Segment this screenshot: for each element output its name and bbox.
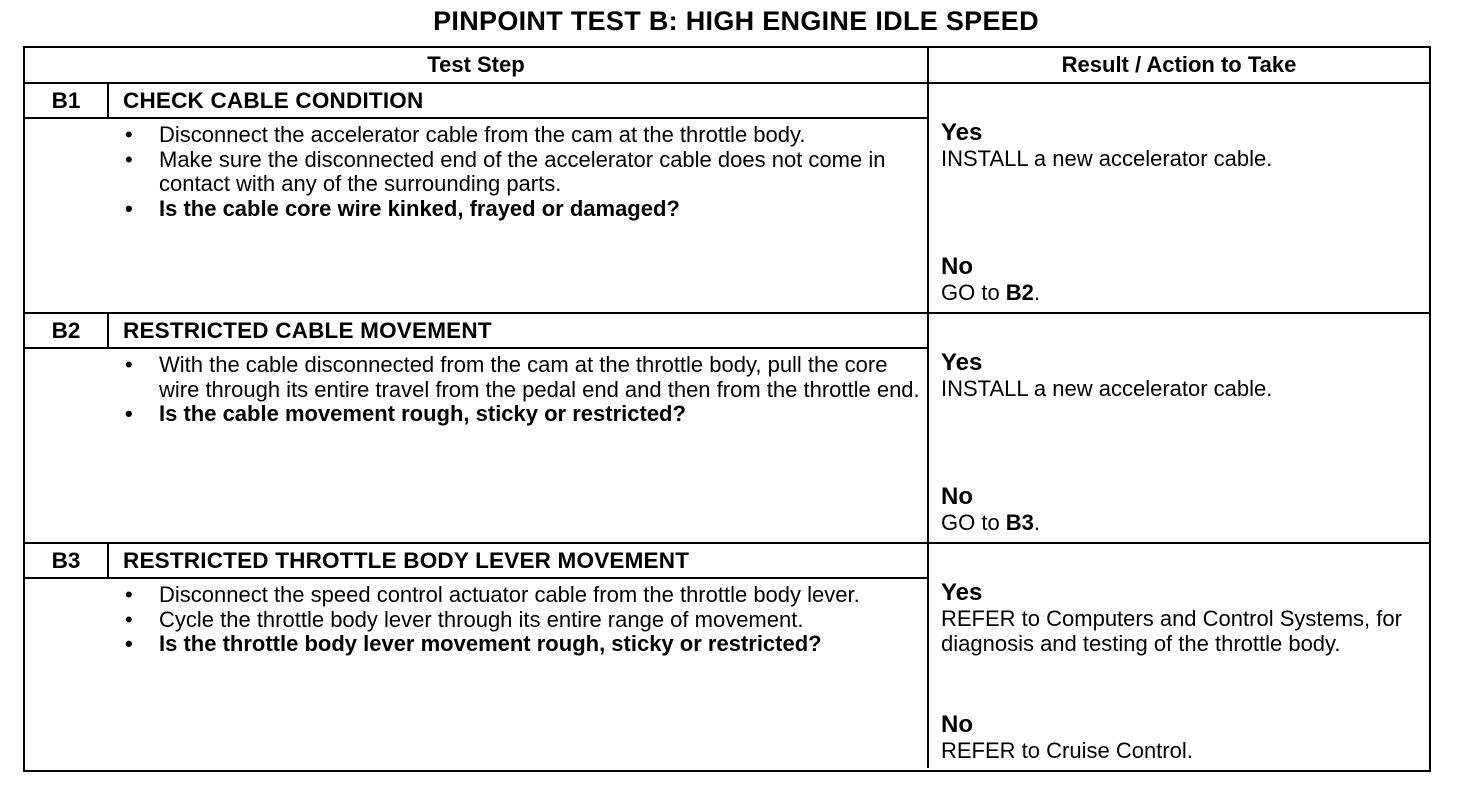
yes-action: INSTALL a new accelerator cable. [941,376,1273,401]
step-header [25,314,927,349]
page-title: PINPOINT TEST B: HIGH ENGINE IDLE SPEED [433,6,1039,36]
result-cell [929,544,1429,768]
pinpoint-test-table [23,46,1431,772]
instruction-item: • Disconnect the speed control actuator cable from the throttle body lever. [125,583,927,608]
result-no [941,254,1419,305]
no-action-suffix: . [1033,280,1041,305]
no-label: No [941,253,973,280]
yes-action: REFER to Computers and Control Systems, for diagnosis and testing of the throttle body. [941,606,1402,656]
step-instructions [25,579,927,657]
question-item: • Is the cable movement rough, sticky or restricted? [125,402,927,427]
step-name: RESTRICTED THROTTLE BODY LEVER MOVEMENT [123,548,690,573]
yes-label: Yes [941,119,983,146]
step-id: B3 [25,544,109,577]
table-header-row [25,48,1429,84]
no-action-ref: B3 [1005,510,1034,535]
no-action-ref: B2 [1005,280,1034,305]
instruction-item: • Disconnect the accelerator cable from the cam at the throttle body. [125,123,927,148]
step-header [25,544,927,579]
test-step-cell [25,314,929,542]
test-step-cell [25,84,929,312]
no-action-prefix: GO to [941,280,1006,305]
instruction-item: • With the cable disconnected from the cam at the throttle body, pull the core wire through its entire travel from the pedal end and then from the throttle end. [125,353,927,402]
result-yes [941,350,1419,401]
no-action: REFER to Cruise Control. [941,738,1193,763]
question-item: • Is the cable core wire kinked, frayed or damaged? [125,197,927,222]
step-name: RESTRICTED CABLE MOVEMENT [123,318,492,343]
result-no [941,484,1419,535]
step-header [25,84,927,119]
step-row-b1 [25,84,1429,314]
result-cell [929,314,1429,542]
result-cell [929,84,1429,312]
no-action-prefix: GO to [941,510,1006,535]
header-test-step: Test Step [25,48,929,82]
step-instructions [25,349,927,427]
instruction-item: • Make sure the disconnected end of the accelerator cable does not come in contact with any of the surrounding parts. [125,148,927,197]
no-action-suffix: . [1033,510,1041,535]
result-yes [941,120,1419,171]
step-row-b3 [25,544,1429,768]
yes-action: INSTALL a new accelerator cable. [941,146,1273,171]
instruction-item: • Cycle the throttle body lever through its entire range of movement. [125,608,927,633]
result-no [941,712,1419,763]
step-id: B2 [25,314,109,347]
no-label: No [941,711,973,738]
step-name: CHECK CABLE CONDITION [123,88,424,113]
step-id: B1 [25,84,109,117]
result-yes [941,580,1419,656]
step-row-b2 [25,314,1429,544]
no-label: No [941,483,973,510]
step-instructions [25,119,927,221]
test-step-cell [25,544,929,768]
header-result-action: Result / Action to Take [1061,52,1297,77]
yes-label: Yes [941,349,983,376]
question-item: • Is the throttle body lever movement rough, sticky or restricted? [125,632,927,657]
yes-label: Yes [941,579,983,606]
